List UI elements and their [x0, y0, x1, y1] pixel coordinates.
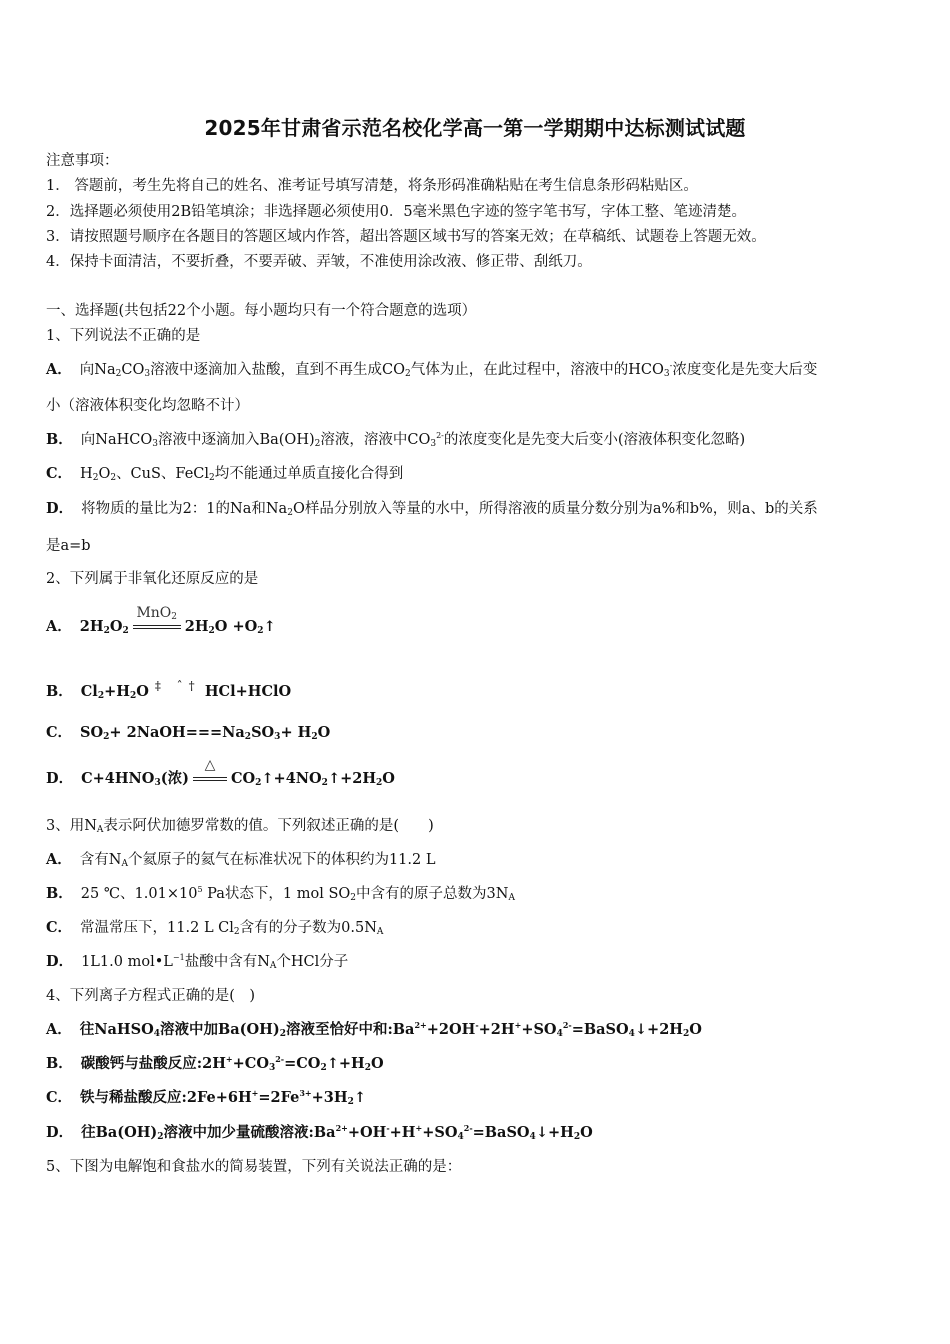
reversible-arrow-icon: ‡ ˆ†	[154, 679, 201, 693]
question-4-option-c: C． 铁与稀盐酸反应$:2Fe+6H^+=2Fe^{3+}+3H_2↑$	[46, 1088, 366, 1107]
notice-item-1: 1． 答题前，考生先将自己的姓名、准考证号填写清楚，将条形码准确粘贴在考生信息条形码粘贴区。	[46, 178, 698, 194]
question-2-option-a: A． $2H_2O_2$ MnO$_2$ $2H_2O$ $+O_2↑$	[46, 605, 276, 636]
question-4-option-a: A． 往NaHSO$_4$溶液中加$Ba(OH)_2$溶液至恰好中和$:Ba^{2+}+2OH^-+2H^++SO_4^{2-}=BaSO_4↓+2H_2O$	[46, 1020, 702, 1039]
question-2-option-d: D． $C+4HNO_3$(浓) △ $CO_2↑+4NO_2↑+2H_2O$	[46, 757, 395, 788]
question-3-option-c: C． 常温常压下，11.2 L $Cl_2$含有的分子数为$0.5N_A$	[46, 919, 384, 937]
question-4-stem: 4、下列离子方程式正确的是( )	[46, 988, 256, 1004]
question-4-option-d: D． 往$Ba(OH)_2$溶液中加少量硫酸溶液$:Ba^{2+}+OH^-+H^++SO_4^{2-}=BaSO_4↓+H_2O$	[46, 1123, 593, 1142]
heat-condition-sign: △	[191, 770, 229, 788]
question-1-option-c: C． $H_2O_2$、CuS、FeCl$_2$均不能通过单质直接化合得到	[46, 465, 404, 483]
question-4-option-b: B． 碳酸钙与盐酸反应$:2H^++CO_3^{2-}=CO_2↑+H_2O$	[46, 1054, 384, 1073]
question-1-option-d: D． 将物质的量比为2：1的Na和$Na_2O$样品分别放入等量的水中，所得溶液的质量分数分别为a%和b%，则a、b的关系	[46, 500, 818, 518]
notice-item-4: 4．保持卡面清洁，不要折叠，不要弄破、弄皱，不准使用涂改液、修正带、刮纸刀。	[46, 254, 592, 270]
option-label: A．	[46, 361, 72, 378]
question-1-stem: 1、下列说法不正确的是	[46, 328, 201, 344]
question-1-option-b: B． 向NaHCO$_3$溶液中逐滴加入$Ba(OH)_2$溶液，溶液中$CO_3^{2-}$的浓度变化是先变大后变小(溶液体积变化忽略)	[46, 431, 746, 449]
question-3-option-b: B． 25 ℃、$1.01\times 10^5$ Pa状态下，1 mol $SO_2$中含有的原子总数为$3N_A$	[46, 885, 515, 903]
question-2-stem: 2、下列属于非氧化还原反应的是	[46, 571, 259, 587]
notice-item-3: 3．请按照题号顺序在各题目的答题区域内作答，超出答题区域书写的答案无效；在草稿纸、试题卷上答题无效。	[46, 229, 766, 245]
question-1-option-a: A． 向$Na_2CO_3$溶液中逐滴加入盐酸，直到不再生成$CO_2$气体为止，在此过程中，溶液中的$HCO_3^-$浓度变化是先变大后变	[46, 361, 818, 379]
reaction-condition-sign: MnO$_2$	[131, 618, 183, 636]
notice-item-2: 2．选择题必须使用2B铅笔填涂；非选择题必须使用0．5毫米黑色字迹的签字笔书写，字体工整、笔迹清楚。	[46, 204, 747, 220]
notice-heading: 注意事项：	[46, 153, 119, 169]
question-5-stem: 5、下图为电解饱和食盐水的简易装置，下列有关说法正确的是：	[46, 1159, 462, 1175]
question-2-option-c: C． $SO_2+$ $2NaOH===Na_2SO_3+ H_2O$	[46, 724, 331, 742]
question-1-option-a-continued: 小（溶液体积变化均忽略不计）	[46, 398, 249, 414]
question-3-option-a: A． 含有$N_A$个氦原子的氦气在标准状况下的体积约为11.2 L	[46, 851, 436, 869]
question-2-option-b: B． $Cl_2+H_2O$ ‡ ˆ† HCl+HClO	[46, 679, 292, 701]
question-3-option-d: D． 1L1.0 $mol•L^{-1}$盐酸中含有$N_A$个HCl分子	[46, 953, 349, 971]
section-heading: 一、选择题(共包括22个小题。每小题均只有一个符合题意的选项）	[46, 303, 477, 319]
page-title: 2025年甘肃省示范名校化学高一第一学期期中达标测试试题	[204, 116, 746, 140]
question-1-option-d-continued: 是a=b	[46, 538, 91, 554]
question-3-stem: 3、用$N_A$表示阿伏加德罗常数的值。下列叙述正确的是( )	[46, 818, 434, 835]
